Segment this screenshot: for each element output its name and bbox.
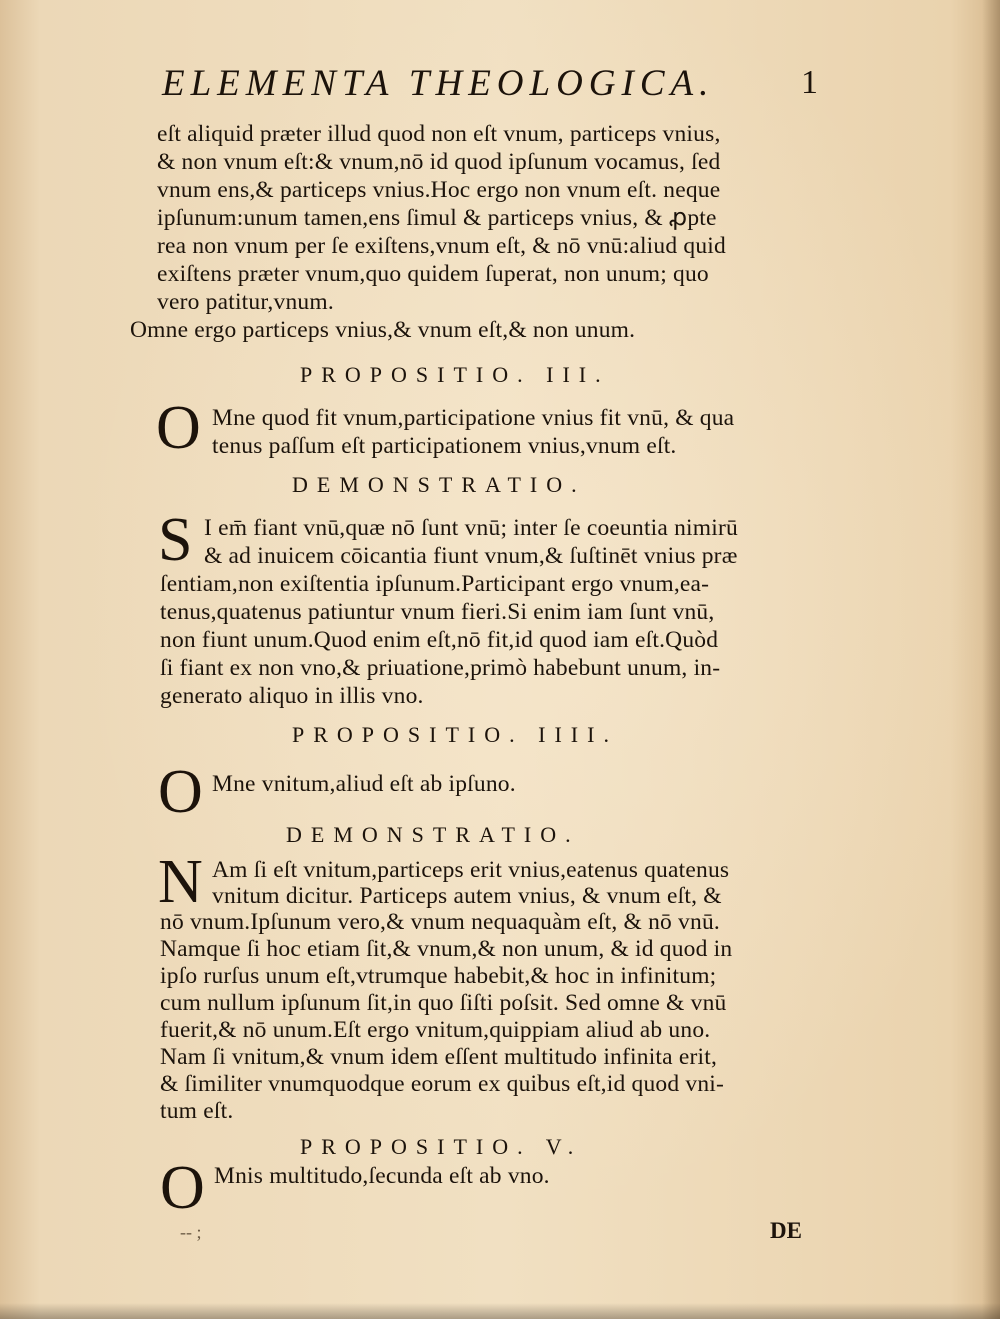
signature-mark: -- ; bbox=[180, 1222, 202, 1242]
text-line: tum eſt. bbox=[160, 1098, 234, 1124]
text-line: ſentiam,non exiſtentia ipſunum.Participant ergo vnum,ea- bbox=[160, 571, 710, 597]
drop-cap: O bbox=[160, 1154, 205, 1222]
text-line: fuerit,& nō unum.Eſt ergo vnitum,quippiam aliud ab uno. bbox=[160, 1017, 711, 1043]
text-line: Mne quod fit vnum,participatione vnius fit vnū, & qua bbox=[212, 405, 735, 431]
proposition-heading: PROPOSITIO. III. bbox=[300, 362, 610, 387]
text-line: & ſimiliter vnumquodque eorum ex quibus eſt,id quod vni- bbox=[160, 1071, 725, 1097]
drop-cap: N bbox=[158, 848, 203, 916]
text-line: Mne vnitum,aliud eſt ab ipſuno. bbox=[212, 771, 516, 797]
text-line: non fiunt unum.Quod enim eſt,nō fit,id quod iam eſt.Quòd bbox=[160, 627, 719, 653]
text-line: Am ſi eſt vnitum,particeps erit vnius,eatenus quatenus bbox=[212, 857, 730, 883]
demonstration-heading: DEMONSTRATIO. bbox=[286, 822, 580, 847]
text-line: tenus paſſum eſt participationem vnius,vnum eſt. bbox=[212, 433, 677, 459]
text-line: Mnis multitudo,ſecunda eſt ab vno. bbox=[214, 1163, 550, 1189]
drop-cap: O bbox=[158, 758, 203, 826]
proposition-heading: PROPOSITIO. IIII. bbox=[292, 722, 618, 747]
catchword: DE bbox=[770, 1218, 802, 1243]
text-line: rea non vnum per ſe exiſtens,vnum eſt, & nō vnū:aliud quid bbox=[157, 233, 726, 259]
text-line: vnitum dicitur. Particeps autem vnius, & vnum eſt, & bbox=[212, 883, 722, 909]
running-head bbox=[162, 62, 852, 112]
text-line: I em̄ fiant vnū,quæ nō ſunt vnū; inter ſe coeuntia nimirū bbox=[204, 515, 738, 541]
text-line: exiſtens præter vnum,quo quidem ſuperat, non unum; quo bbox=[157, 261, 709, 287]
drop-cap: O bbox=[156, 394, 201, 462]
text-line: Namque ſi hoc etiam ſit,& vnum,& non unum, & id quod in bbox=[160, 936, 733, 962]
demonstration-heading: DEMONSTRATIO. bbox=[292, 472, 586, 497]
proposition-heading: PROPOSITIO. V. bbox=[300, 1134, 583, 1159]
drop-cap: S bbox=[158, 506, 193, 574]
text-line: & ad inuicem cōicantia fiunt vnum,& ſuſtinēt vnius præ bbox=[204, 543, 738, 569]
page-number: 1 bbox=[801, 64, 818, 101]
text-line: nō vnum.Ipſunum vero,& vnum nequaquàm eſt, & nō vnū. bbox=[160, 909, 720, 935]
text-line: ipſunum:unum tamen,ens ſimul & particeps vnius, & ꝓpte bbox=[157, 205, 717, 231]
running-title: ELEMENTA THEOLOGICA. bbox=[162, 63, 715, 104]
text-line: & non vnum eſt:& vnum,nō id quod ipſunum vocamus, ſed bbox=[157, 149, 721, 175]
text-line: generato aliquo in illis vno. bbox=[160, 683, 424, 709]
text-line: cum nullum ipſunum ſit,in quo ſiſti poſsit. Sed omne & vnū bbox=[160, 990, 727, 1016]
text-line: vero patitur,vnum. bbox=[157, 289, 334, 315]
text-line: ſi fiant ex non vno,& priuatione,primò habebunt unum, in- bbox=[160, 655, 721, 681]
text-line: Omne ergo particeps vnius,& vnum eſt,& non unum. bbox=[130, 317, 636, 343]
text-line: Nam ſi vnitum,& vnum idem eſſent multitudo infinita erit, bbox=[160, 1044, 718, 1070]
text-line: ipſo rurſus unum eſt,vtrumque habebit,& hoc in infinitum; bbox=[160, 963, 717, 989]
text-line: vnum ens,& particeps vnius.Hoc ergo non vnum eſt. neque bbox=[157, 177, 721, 203]
text-line: tenus,quatenus patiuntur vnum fieri.Si enim iam ſunt vnū, bbox=[160, 599, 715, 625]
text-line: eſt aliquid præter illud quod non eſt vnum, particeps vnius, bbox=[157, 121, 721, 147]
